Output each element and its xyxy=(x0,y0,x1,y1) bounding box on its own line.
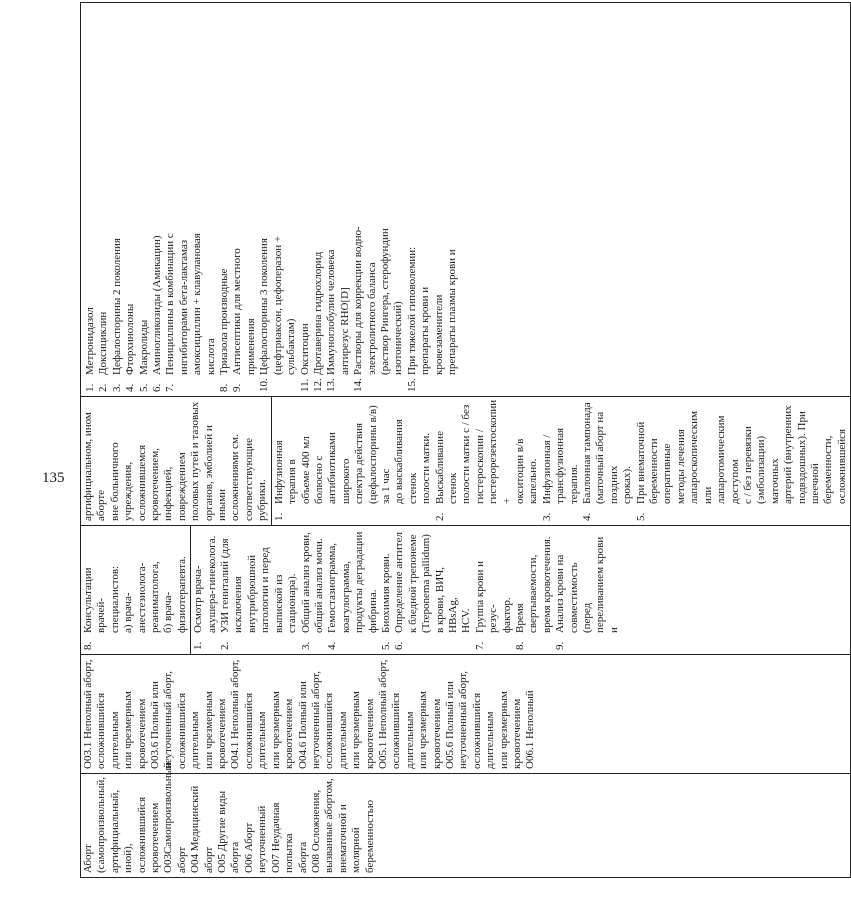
list-item xyxy=(192,530,219,650)
item-text xyxy=(192,530,219,633)
item-text xyxy=(111,7,124,375)
text-line: О05.1 Неполный аборт, xyxy=(376,659,389,769)
text-line: до выскабливания стенок xyxy=(393,419,419,504)
text-line: или чрезмерным xyxy=(122,691,135,769)
cell-divider xyxy=(190,526,191,654)
text-line: сроках). xyxy=(621,466,634,504)
list-item xyxy=(406,7,460,392)
item-number: 6. xyxy=(151,383,164,392)
item-text xyxy=(97,7,110,375)
text-line: Аминогликозиды (Амикацин) xyxy=(151,235,164,375)
text-line: беременностью xyxy=(363,799,376,873)
item-number: 13. xyxy=(325,378,338,392)
text-line: подвздошных). При шеечной xyxy=(795,411,821,504)
text-line: фибрина. xyxy=(366,589,379,633)
item-number: 5. xyxy=(379,641,392,650)
cell-divider xyxy=(271,397,272,525)
text-line: половых путей и тазовых xyxy=(189,401,202,521)
list-item xyxy=(514,530,554,650)
text-line: Анализ крови на xyxy=(554,554,567,633)
text-line: а) врача-анестезиолога- xyxy=(122,562,148,633)
rotated-table-container xyxy=(80,18,848,878)
text-line: беременности оперативные xyxy=(648,438,674,504)
text-line: вне больничного учреждения, xyxy=(108,442,135,521)
item-text xyxy=(635,401,850,504)
text-line: применения xyxy=(244,318,257,375)
text-line: кислота xyxy=(204,338,217,375)
item-number: 4. xyxy=(326,641,339,650)
text-line: к бледной трепонеме xyxy=(406,534,419,633)
text-line: артифициальный, иной), xyxy=(108,789,135,873)
text-line: окситоцин в/в капельно. xyxy=(514,438,540,504)
text-line: Баллонная тампонада xyxy=(581,402,594,504)
text-line: методы лечения xyxy=(674,429,687,504)
item-text xyxy=(541,401,581,504)
text-line: (цефалоспорины в/в) за 1 час xyxy=(366,405,392,504)
list-item xyxy=(231,7,258,392)
treatment-list xyxy=(273,401,849,521)
list-item xyxy=(138,7,151,392)
item-text xyxy=(84,7,97,375)
item-number: 12. xyxy=(311,378,324,392)
text-line: с / без перевязки xyxy=(741,426,754,504)
list-item xyxy=(299,7,312,392)
text-line: (эмболизации) маточных xyxy=(755,435,781,504)
text-line: Гемостазиограмма, xyxy=(326,543,339,633)
text-line: Фторхинолоны xyxy=(124,303,137,375)
item-number: 8. xyxy=(82,641,94,650)
text-line: Цефалоспорины 2 поколения xyxy=(110,238,123,375)
item-text xyxy=(138,7,151,375)
item-number: 7. xyxy=(473,641,486,650)
item-number: 9. xyxy=(554,641,567,650)
text-line: или чрезмерным xyxy=(269,691,282,769)
text-line: О04.1 Неполный аборт, xyxy=(229,659,242,769)
item-number: 9. xyxy=(231,383,244,392)
item-number: 3. xyxy=(299,641,312,650)
text-line: электролитного баланса xyxy=(365,262,378,375)
text-line: кровотечением xyxy=(363,698,376,769)
text-line: О06.1 Неполный xyxy=(524,690,537,769)
list-item xyxy=(434,401,541,521)
item-text xyxy=(406,7,460,375)
text-line: общий анализ мочи. xyxy=(312,538,325,633)
text-line: кровотечением xyxy=(216,698,229,769)
text-line: Выскабливание стенок xyxy=(433,431,459,504)
list-item xyxy=(82,530,189,650)
text-line: вызванные абортом, xyxy=(323,778,336,873)
list-item xyxy=(219,530,299,650)
text-line: Дротаверина гидрохлорид xyxy=(311,251,324,375)
text-line: продукты деградации xyxy=(353,531,366,633)
text-line: неуточненный аборт, xyxy=(457,670,470,769)
text-line: переливанием крови и xyxy=(594,536,620,633)
list-item xyxy=(635,401,850,521)
codes-cell xyxy=(81,655,851,774)
item-number: 1. xyxy=(192,641,205,650)
text-line: осложнившийся длительным xyxy=(95,692,121,769)
item-text xyxy=(434,400,541,504)
text-line: или чрезмерным xyxy=(417,691,430,769)
text-line: О07 Неудачная попытка xyxy=(269,802,296,873)
text-line: трансфузионная терапия. xyxy=(554,427,580,504)
drugs-list xyxy=(84,7,459,392)
text-line: лапаротомическим доступом xyxy=(715,415,741,504)
item-text xyxy=(258,7,298,375)
text-line: кровотечением xyxy=(283,698,296,769)
text-line: соответствующие рубрики. xyxy=(242,438,269,521)
text-line: осложнениями см. xyxy=(229,434,242,521)
text-line: О05.6 Полный или xyxy=(443,681,456,769)
list-item xyxy=(393,530,473,650)
item-text xyxy=(554,530,621,633)
text-line: осложнившийся длительным xyxy=(175,692,202,769)
text-line: Цефалоспорины 3 поколения xyxy=(258,238,271,375)
list-item xyxy=(97,7,110,392)
list-item xyxy=(554,530,621,650)
item-number: 5. xyxy=(137,383,150,392)
text-line: или чрезмерным xyxy=(497,691,510,769)
table-row xyxy=(81,3,851,878)
list-item xyxy=(218,7,231,392)
text-line: антибиотиками широкого xyxy=(326,432,352,504)
item-number: 1. xyxy=(272,512,285,521)
list-item xyxy=(581,401,635,521)
item-number: 8. xyxy=(218,383,231,392)
text-line: О04.6 Полный или xyxy=(296,681,309,769)
text-line: инфекцией, повреждением xyxy=(162,452,188,521)
text-line: Антисептики для местного xyxy=(231,248,244,375)
item-number: 2. xyxy=(433,512,446,521)
text-line: Иммуноглобулин человека xyxy=(325,249,338,375)
item-text xyxy=(231,7,258,375)
item-text xyxy=(514,530,554,633)
text-line: органов, эмболией и иными xyxy=(202,425,229,521)
text-line: амоксициллин + клавулановая xyxy=(191,233,204,375)
item-text xyxy=(164,7,218,375)
text-line: коагулограмма, xyxy=(339,560,352,633)
item-number: 14. xyxy=(352,378,365,392)
diagnostics-cell xyxy=(81,526,851,655)
list-item xyxy=(474,530,514,650)
text-line: кровезаменители xyxy=(432,294,445,375)
list-item xyxy=(164,7,218,392)
text-line: сульбактам) xyxy=(285,318,298,375)
text-line: Группа крови и резус- xyxy=(473,561,500,633)
text-line: реаниматолога, xyxy=(149,561,162,633)
text-line: антирезус RHO[D] xyxy=(338,287,351,375)
list-item xyxy=(326,530,380,650)
text-line: Общий анализ крови, xyxy=(299,532,312,633)
item-text xyxy=(273,401,434,504)
text-line: стационара). xyxy=(286,573,299,633)
item-number: 2. xyxy=(219,641,232,650)
item-number: 4. xyxy=(124,383,137,392)
text-line: акушера-гинеколога. xyxy=(205,535,218,633)
text-line: полости матки с / без xyxy=(460,404,473,504)
text-line: HCV. xyxy=(460,608,473,633)
item-number: 3. xyxy=(110,383,123,392)
text-line: осложнившийся длительным xyxy=(323,692,349,769)
item-number: 1. xyxy=(84,383,96,392)
text-line: О05 Другие виды аборта xyxy=(216,790,242,873)
text-line: изотонический) xyxy=(392,301,405,375)
text-line: Растворы для коррекции водно- xyxy=(352,226,365,375)
text-line: артерий (внутренних xyxy=(782,405,795,504)
text-line: кровотечением xyxy=(430,698,443,769)
item-text xyxy=(352,7,406,375)
text-line: Определение антител xyxy=(393,532,406,633)
text-line: (Treponema pallidum) xyxy=(420,534,433,633)
text-line: О03.6 Полный или xyxy=(149,681,162,769)
text-line: О03Самопроизвольный xyxy=(162,762,175,873)
item-number: 8. xyxy=(514,641,526,650)
text-line: или чрезмерным xyxy=(350,691,363,769)
text-line: осложнившийся xyxy=(135,796,148,873)
item-number: 10. xyxy=(258,378,271,392)
item-text xyxy=(124,7,137,375)
page-number: 135 xyxy=(42,470,65,486)
list-item xyxy=(111,7,124,392)
item-text xyxy=(326,530,380,633)
list-item xyxy=(273,401,434,521)
item-text xyxy=(300,530,327,633)
item-text xyxy=(219,530,299,633)
text-line: лапароскопическим или xyxy=(688,411,714,504)
text-line: Биохимия крови. xyxy=(379,553,392,633)
text-line: О06 Аборт неуточненный xyxy=(242,805,269,873)
text-line: Аборт xyxy=(82,844,94,873)
text-line: объеме 400 мл болюсно с xyxy=(299,436,325,504)
diagnosis-text xyxy=(82,762,377,873)
text-line: Инфузионная / xyxy=(540,434,553,504)
text-line: (самопроизвольный, xyxy=(95,776,108,873)
item-number: 2. xyxy=(97,383,110,392)
text-line: препараты плазмы крови и xyxy=(445,249,458,375)
text-line: патологии и перед xyxy=(259,547,272,633)
text-line: осложнившийся длительным xyxy=(390,692,416,769)
text-line: (цефтриаксон, цефоперазон + xyxy=(271,235,284,375)
item-text xyxy=(299,7,312,375)
text-line: О04 Медицинский аборт xyxy=(189,785,215,873)
text-line: внутрибрюшной xyxy=(245,555,258,633)
text-line: аборта xyxy=(296,841,309,873)
text-line: Доксициклин xyxy=(97,311,110,375)
text-line: аборт xyxy=(175,846,188,873)
text-line: спектра действия xyxy=(353,422,366,504)
text-line: Окситоцин xyxy=(298,323,311,375)
text-line: осложнившейся xyxy=(835,428,848,504)
text-line: совместимость (перед xyxy=(567,562,594,633)
text-line: При тяжелой гиповолемии: xyxy=(405,246,418,375)
text-line: выпиской из xyxy=(272,574,285,633)
item-text xyxy=(82,530,189,633)
text-line: свертываемости, xyxy=(527,554,540,633)
item-number: 5. xyxy=(634,512,647,521)
text-line: полости матки. xyxy=(420,432,433,504)
text-line: ингибиторами бета-лактамаз xyxy=(177,239,190,375)
text-line: кровотечением xyxy=(511,698,523,769)
diagnostics-list xyxy=(192,530,621,650)
text-line: О03.1 Неполный аборт, xyxy=(82,659,94,769)
text-line: специалистов: xyxy=(108,565,121,633)
text-line: Время xyxy=(514,603,526,633)
text-line: препараты крови и xyxy=(419,286,432,375)
item-text xyxy=(581,401,635,504)
diagnostics-top-list xyxy=(82,530,189,650)
item-text xyxy=(393,530,473,633)
text-line: осложнившемся кровотечением, xyxy=(135,444,162,521)
list-item xyxy=(300,530,327,650)
text-line: осложнившийся длительным xyxy=(470,692,497,769)
text-line: б) врача-физиотерапевта. xyxy=(162,556,188,633)
text-line: Метронидазол xyxy=(84,307,96,375)
item-number: 6. xyxy=(393,641,406,650)
text-line: Макролиды xyxy=(137,319,150,375)
text-line: О08 Осложнения, xyxy=(309,789,322,873)
item-text xyxy=(312,7,325,375)
text-line: кровотечением xyxy=(149,802,162,873)
codes-text xyxy=(82,659,538,769)
text-line: артифициальном, ином аборте xyxy=(82,412,108,521)
list-item xyxy=(380,530,393,650)
text-line: беременности, xyxy=(822,435,835,504)
list-item xyxy=(352,7,406,392)
list-item xyxy=(312,7,325,392)
text-line: гистерорезектоскопии + xyxy=(487,399,513,504)
text-line: Инфузионная терапия в xyxy=(272,440,299,504)
item-text xyxy=(325,7,352,375)
list-item xyxy=(325,7,352,392)
diagnosis-cell xyxy=(81,762,851,878)
text-line: Пенициллины в комбинации с xyxy=(164,233,177,375)
item-text xyxy=(380,530,393,633)
list-item xyxy=(84,7,97,392)
list-item xyxy=(541,401,581,521)
item-text xyxy=(474,530,514,633)
text-line: исключения xyxy=(232,576,245,633)
list-item xyxy=(124,7,137,392)
item-text xyxy=(218,7,231,375)
item-number: 7. xyxy=(164,383,177,392)
protocol-table xyxy=(80,2,851,878)
drugs-cell xyxy=(81,3,851,397)
item-number: 11. xyxy=(298,378,311,392)
text-line: или чрезмерным xyxy=(202,691,215,769)
text-line: неуточненный аборт, xyxy=(309,670,322,769)
treatment-cell xyxy=(81,397,851,526)
text-line: Консультации врачей- xyxy=(82,567,108,633)
text-line: УЗИ гениталий (для xyxy=(219,538,232,633)
text-line: неуточненный аборт, xyxy=(162,670,175,769)
item-text xyxy=(151,7,164,375)
treatment-top-text xyxy=(82,401,270,521)
text-line: кровотечением xyxy=(135,698,148,769)
text-line: При внематочной xyxy=(634,421,647,504)
text-line: в крови, ВИЧ, HBsAg, xyxy=(433,566,459,633)
text-line: (маточный аборт на поздних xyxy=(594,411,620,504)
text-line: гистероскопии / xyxy=(473,429,486,504)
list-item xyxy=(258,7,298,392)
text-line: Триазола производные xyxy=(218,268,231,375)
text-line: (раствор Рингера, стерофундин xyxy=(378,228,391,375)
text-line: Осмотр врача- xyxy=(192,565,205,633)
list-item xyxy=(151,7,164,392)
item-number: 3. xyxy=(540,512,553,521)
text-line: внематочной и молярной xyxy=(336,804,363,873)
text-line: фактор. xyxy=(500,597,513,633)
text-line: осложнившийся длительным xyxy=(242,692,269,769)
item-number: 4. xyxy=(581,512,594,521)
item-number: 15. xyxy=(405,378,418,392)
text-line: время кровотечения. xyxy=(540,536,553,633)
